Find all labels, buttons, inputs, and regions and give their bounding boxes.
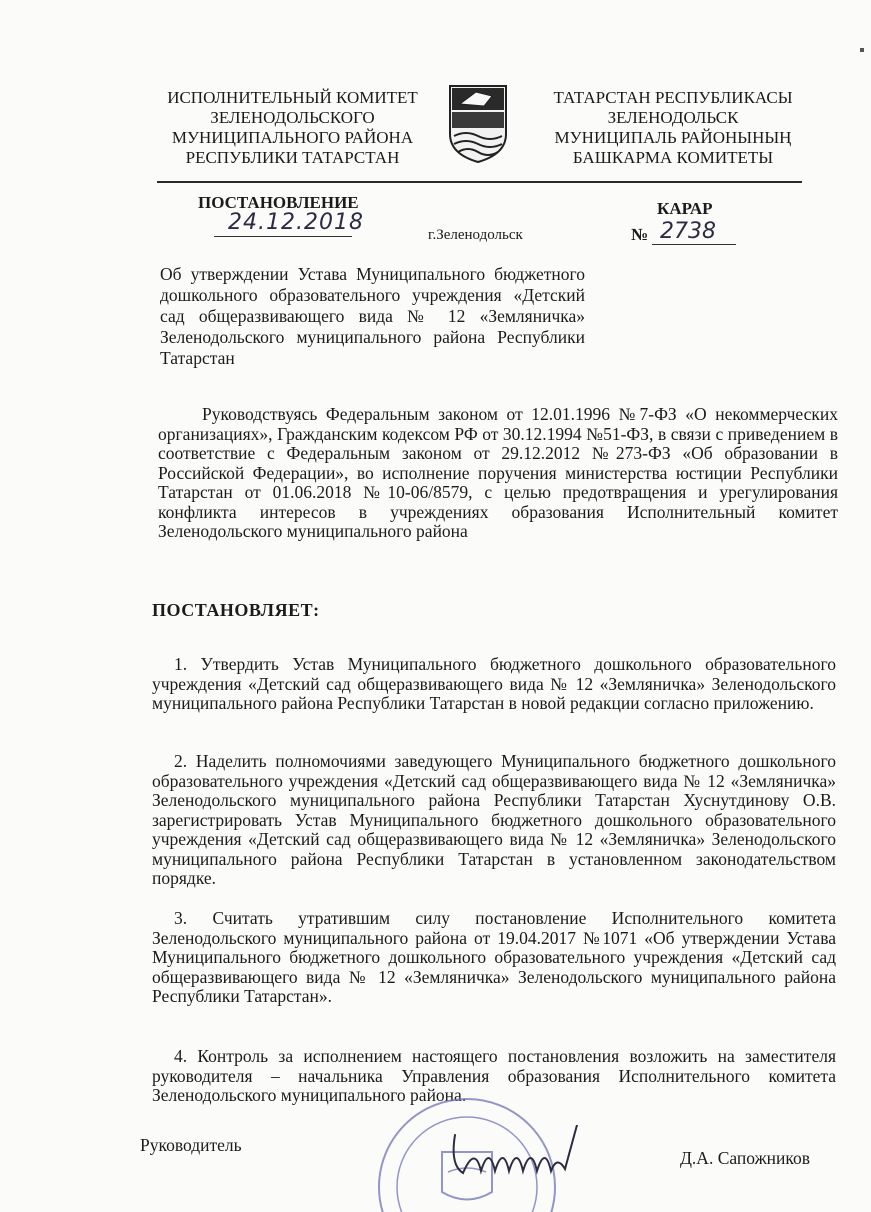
doc-city: г.Зеленодольск — [428, 227, 523, 243]
number-underline — [652, 244, 736, 245]
preamble-paragraph: Руководствуясь Федеральным законом от 12.01.1996 №7-ФЗ «О некоммерческих организациях», Гражданским кодексом РФ от 30.12.1994 №51-ФЗ, в связи с приведением в соответствие с Федеральным законом от 29.12.2012 №273-ФЗ «Об образовании в Российской Федерации», во исполнение поручения министерства юстиции Республики Татарстан от 01.06.2018 №10-06/8579, с целью предотвращения и урегулирования конфликта интересов в учреждениях образования Исполнительный комитет Зеленодольского муниципального района — [158, 404, 838, 541]
header-right-line: БАШКАРМА КОМИТЕТЫ — [572, 148, 774, 167]
decree-item: 2. Наделить полномочиями заведующего Муниципального бюджетного дошкольного образовательного учреждения «Детский сад общеразвивающего вида № 12 «Земляничка» Зеленодольского муниципального района Республики Татарстан Хуснутдинову О.В. зарегистрировать Устав Муниципального бюджетного дошкольного образовательного учреждения «Детский сад общеразвивающего вида № 12 «Земляничка» Зеленодольского муниципального района Республики Татарстан в установленном законодательством порядке. — [152, 751, 836, 888]
doc-number: 2738 — [660, 219, 716, 244]
header-left-line: ЗЕЛЕНОДОЛЬСКОГО — [210, 108, 375, 127]
header-divider — [157, 181, 802, 183]
signer-name: Д.А. Сапожников — [680, 1148, 811, 1168]
decree-item: 4. Контроль за исполнением настоящего постановления возложить на заместителя руководителя – начальника Управления образования Исполнительного комитета Зеленодольского муниципального района. — [152, 1046, 836, 1105]
doc-number-label: № — [631, 225, 649, 244]
doc-title-tt: КАРАР — [657, 199, 713, 218]
decree-item: 1. Утвердить Устав Муниципального бюджетного дошкольного образовательного учреждения «Детский сад общеразвивающего вида № 12 «Земляничка» Зеленодольского муниципального района Республики Татарстан в новой редакции согласно приложению. — [152, 654, 836, 713]
coat-of-arms-icon — [446, 82, 510, 164]
handwritten-signature — [445, 1125, 585, 1185]
date-underline — [214, 236, 352, 237]
header-right-line: МУНИЦИПАЛЬ РАЙОНЫНЫҢ — [554, 128, 792, 147]
header-left-line: ИСПОЛНИТЕЛЬНЫЙ КОМИТЕТ — [167, 88, 418, 107]
header-left-block — [150, 88, 435, 168]
header-left-line: МУНИЦИПАЛЬНОГО РАЙОНА — [171, 128, 414, 147]
decree-item: 3. Считать утратившим силу постановление Исполнительного комитета Зеленодольского муниципального района от 19.04.2017 №1071 «Об утверждении Устава Муниципального бюджетного дошкольного образовательного учреждения «Детский сад общеразвивающего вида № 12 «Земляничка» Зеленодольского муниципального района Республики Татарстан». — [152, 908, 836, 1006]
header-right-block — [528, 88, 818, 168]
header-right-line: ЗЕЛЕНОДОЛЬСК — [607, 108, 739, 127]
signer-position: Руководитель — [140, 1135, 242, 1155]
doc-title-ru: ПОСТАНОВЛЕНИЕ — [198, 193, 359, 212]
header-right-line: ТАТАРСТАН РЕСПУБЛИКАСЫ — [553, 88, 793, 107]
header-left-line: РЕСПУБЛИКИ ТАТАРСТАН — [185, 148, 400, 167]
doc-date: 24.12.2018 — [228, 210, 364, 235]
scan-speck — [860, 48, 864, 52]
doc-subject: Об утверждении Устава Муниципального бюджетного дошкольного образовательного учреждения «Детский сад общеразвивающего вида № 12 «Земляничка» Зеленодольского муниципального района Республики Татарстан — [160, 264, 585, 368]
decree-heading: ПОСТАНОВЛЯЕТ: — [152, 600, 320, 620]
